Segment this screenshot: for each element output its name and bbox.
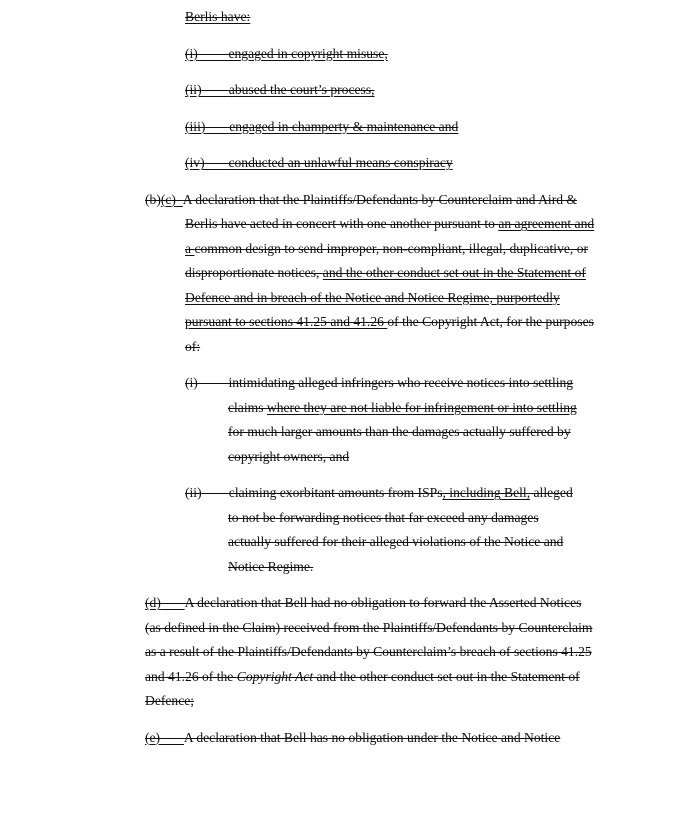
text-segment: and the other conduct set out in the Statement of Defence and in breach of	[185, 265, 586, 305]
text-segment: common design to send improper, non-compliant, illegal, duplicative, or disproportionate notices,	[185, 240, 589, 280]
tab-space	[205, 119, 229, 134]
text-segment: an agreement and a	[185, 216, 595, 256]
text-segment: Berlis have:	[185, 9, 251, 24]
text-segment: intimidating alleged infringers who receive notices into settling claims	[228, 375, 574, 415]
text-segment: (e)	[145, 729, 161, 745]
para-berlis-have	[185, 5, 693, 30]
list-item-iv	[185, 151, 585, 176]
text-segment: claiming exorbitant amounts from ISPs	[228, 485, 443, 500]
text-segment: and the other conduct set out in the Statement of Defence;	[145, 668, 580, 708]
tab-space	[202, 485, 229, 500]
sub-item-i-intimidating	[185, 371, 585, 469]
text-segment: (i)	[185, 45, 198, 61]
tab-space	[205, 155, 229, 170]
text-segment: the Notice and Notice Regime, purportedly pursuant to sections 41.25 and 41.26	[185, 289, 560, 329]
text-segment: (b)	[145, 191, 161, 207]
text-segment: engaged in champerty & maintenance and	[229, 118, 459, 134]
text-segment: abused the court’s process,	[228, 82, 375, 97]
tab-space	[198, 375, 229, 390]
text-segment: (i)	[185, 375, 198, 390]
text-segment: (iv)	[185, 155, 205, 170]
list-item-iii	[185, 115, 585, 140]
text-segment: (ii)	[185, 485, 202, 500]
tab-space	[176, 192, 183, 207]
para-e-declaration	[145, 726, 597, 751]
text-segment: A declaration that Bell has no obligation under the Notice and Notice	[183, 729, 561, 745]
list-item-ii	[185, 78, 585, 103]
text-segment: alleged to not be forwarding notices that far exceed any damages actually suffered for their alleged violations of the Notice and Notice Regime.	[228, 485, 573, 574]
text-segment: (c)	[160, 191, 176, 207]
tab-space	[161, 595, 185, 610]
text-segment: (ii)	[185, 82, 202, 97]
text-segment: where they are not liable for infringement or into settling	[266, 399, 577, 415]
tab-space	[198, 46, 229, 61]
text-segment: of the Copyright Act, for the purposes of:	[185, 314, 594, 354]
document-body	[0, 5, 693, 750]
tab-space	[202, 82, 229, 97]
para-d-declaration	[145, 591, 597, 714]
para-b-c-declaration	[145, 188, 600, 360]
list-item-i	[185, 42, 585, 67]
text-segment: , including Bell,	[442, 485, 531, 500]
sub-item-ii-claiming	[185, 481, 585, 579]
text-segment: A declaration that Bell had no obligation to forward the Asserted Notices (as defined in the Claim) received from the Plaintiffs/Defendants by Counterclaim as a result of the Plaintiffs/Defendants by Counterclaim’s breach of sections 41.25 and 41.26 of the	[145, 595, 593, 684]
text-segment: Copyright Act	[236, 668, 314, 684]
tab-space	[160, 730, 184, 745]
text-segment: (iii)	[185, 118, 206, 134]
text-segment: engaged in copyright misuse,	[228, 45, 388, 61]
text-segment: A declaration that the Plaintiffs/Defendants by Counterclaim and Aird & Berlis have acted in concert with one another pursuant to	[182, 191, 578, 231]
text-segment: (d)	[145, 595, 161, 610]
text-segment: for much larger amounts than the damages actually suffered by copyright owners, and	[228, 424, 571, 464]
text-segment: conducted an unlawful means conspiracy	[228, 155, 453, 170]
